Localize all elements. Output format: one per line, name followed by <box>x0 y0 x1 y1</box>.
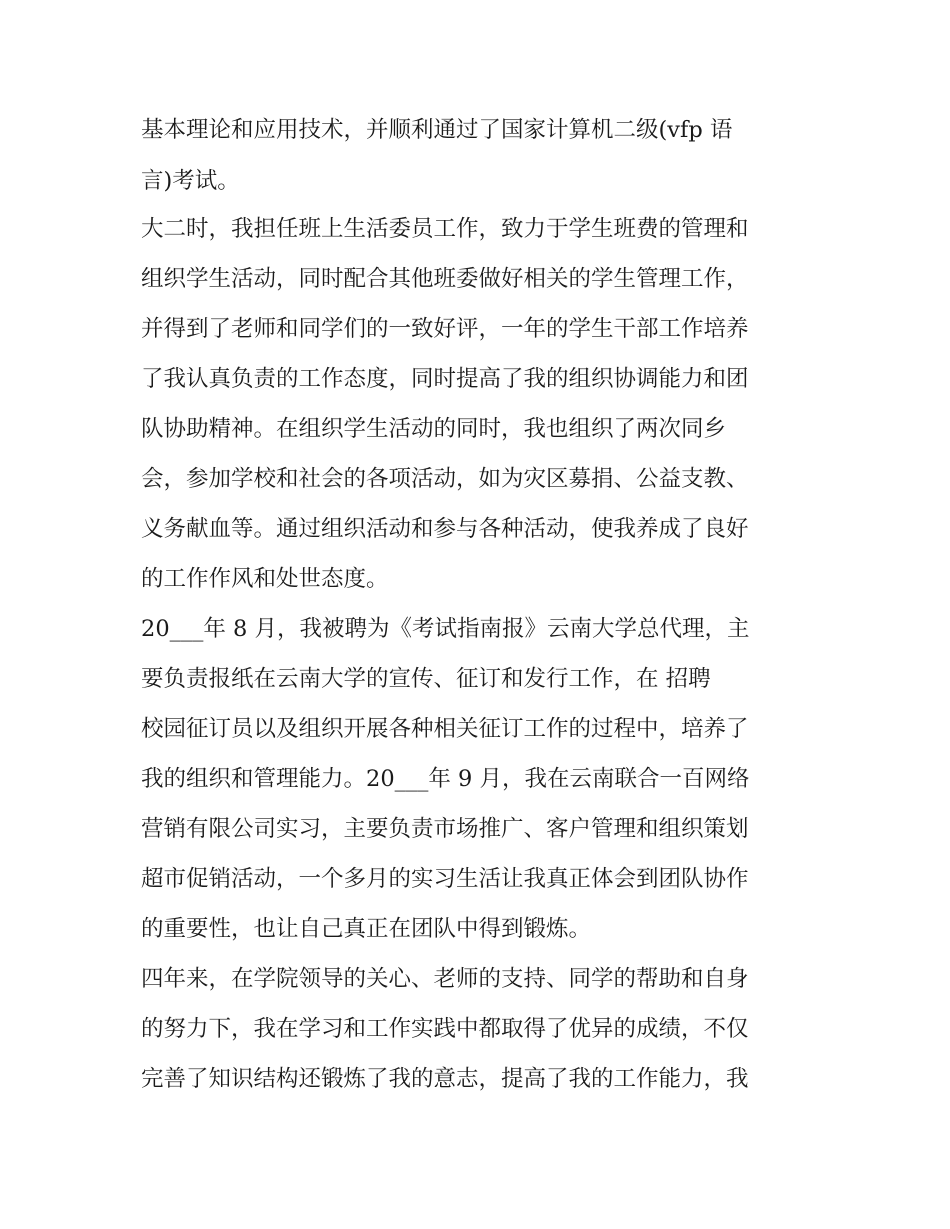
text-line: 大二时，我担任班上生活委员工作，致力于学生班费的管理和 <box>141 216 749 242</box>
text-line: 组织学生活动，同时配合其他班委做好相关的学生管理工作， <box>141 266 749 292</box>
text-line: 的重要性，也让自己真正在团队中得到锻炼。 <box>141 916 592 942</box>
text-line: 营销有限公司实习，主要负责市场推广、客户管理和组织策划 <box>141 816 749 842</box>
text-line: 四年来，在学院领导的关心、老师的支持、同学的帮助和自身 <box>141 966 749 992</box>
text-line: 队协助精神。在组织学生活动的同时，我也组织了两次同乡 <box>141 416 727 442</box>
text-line: 我的组织和管理能力。20___年 9 月，我在云南联合一百网络 <box>141 766 750 792</box>
text-line: 20___年 8 月，我被聘为《考试指南报》云南大学总代理，主 <box>141 616 750 642</box>
text-line: 了我认真负责的工作态度，同时提高了我的组织协调能力和团 <box>141 366 749 392</box>
text-line: 的努力下，我在学习和工作实践中都取得了优异的成绩，不仅 <box>141 1016 749 1042</box>
text-line: 完善了知识结构还锻炼了我的意志，提高了我的工作能力，我 <box>141 1066 749 1092</box>
text-line: 的工作作风和处世态度。 <box>141 566 389 592</box>
text-line: 并得到了老师和同学们的一致好评，一年的学生干部工作培养 <box>141 316 749 342</box>
text-line: 言)考试。 <box>141 168 240 194</box>
text-line: 要负责报纸在云南大学的宣传、征订和发行工作，在 招聘 <box>141 666 711 692</box>
text-line: 会，参加学校和社会的各项活动，如为灾区募捐、公益支教、 <box>141 466 749 492</box>
text-line: 基本理论和应用技术，并顺利通过了国家计算机二级(vfp 语 <box>141 117 733 143</box>
text-line: 超市促销活动，一个多月的实习生活让我真正体会到团队协作 <box>141 866 749 892</box>
text-line: 校园征订员以及组织开展各种相关征订工作的过程中，培养了 <box>141 716 749 742</box>
text-line: 义务献血等。通过组织活动和参与各种活动，使我养成了良好 <box>141 516 749 542</box>
